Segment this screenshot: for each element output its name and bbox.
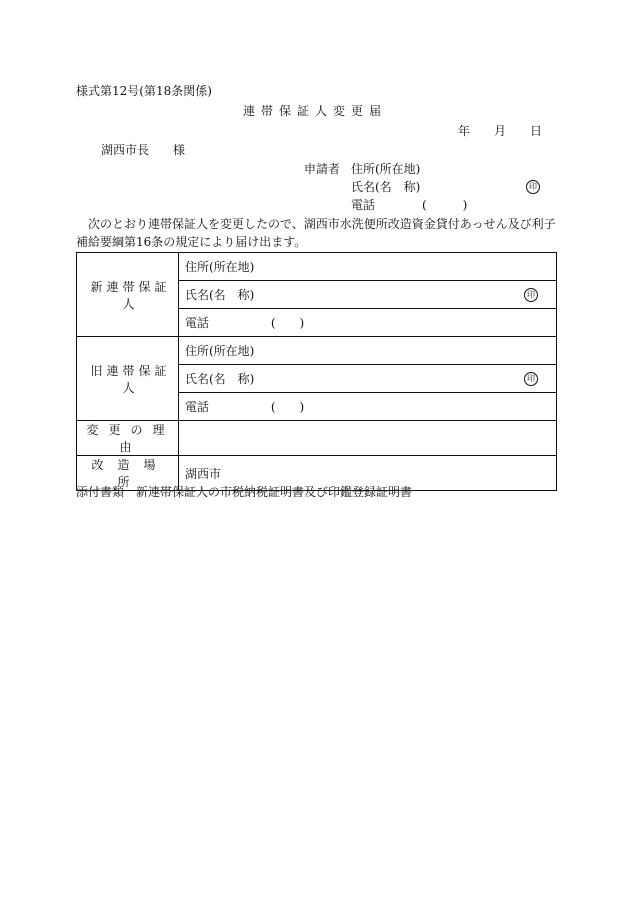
attachments-note: 添付書類 新連帯保証人の市税納税証明書及び印鑑登録証明書 xyxy=(76,485,413,499)
new-guarantor-phone-label: 電話 xyxy=(185,316,210,330)
body-text-line1: 次のとおり連帯保証人を変更したので、湖西市水洗便所改造資金貸付あっせん及び利子 xyxy=(88,217,556,231)
location-field[interactable]: 湖西市 xyxy=(179,456,557,491)
new-guarantor-phone-field[interactable] xyxy=(179,309,557,337)
new-guarantor-address-label: 住所(所在地) xyxy=(185,260,255,274)
new-guarantor-seal-icon: 印 xyxy=(524,288,538,302)
applicant-seal-icon: 印 xyxy=(526,180,540,194)
old-guarantor-address-field[interactable] xyxy=(179,337,557,365)
old-guarantor-label: 旧連帯保証人 xyxy=(77,337,179,421)
applicant-phone-label: 電話 xyxy=(351,198,376,212)
addressee: 湖西市長 様 xyxy=(101,143,186,157)
reason-label: 変更の理由 xyxy=(77,421,179,456)
old-guarantor-name-label: 氏名(名 称) xyxy=(185,372,255,386)
old-guarantor-address-label: 住所(所在地) xyxy=(185,344,255,358)
body-text-line2: 補給要綱第16条の規定により届け出ます。 xyxy=(76,235,307,249)
new-guarantor-name-field[interactable] xyxy=(179,281,557,309)
guarantor-table xyxy=(76,252,557,491)
old-guarantor-seal-icon: 印 xyxy=(524,372,538,386)
applicant-address-label: 住所(所在地) xyxy=(351,162,421,176)
applicant-phone-parens: ( ) xyxy=(422,198,468,212)
new-guarantor-label: 新連帯保証人 xyxy=(77,253,179,337)
applicant-role-label: 申請者 xyxy=(304,162,341,176)
old-guarantor-name-field[interactable] xyxy=(179,365,557,393)
form-number: 様式第12号(第18条関係) xyxy=(76,84,212,98)
old-guarantor-phone-parens: ( ) xyxy=(270,400,305,414)
form-title: 連帯保証人変更届 xyxy=(243,104,388,118)
new-guarantor-phone-parens: ( ) xyxy=(270,316,305,330)
old-guarantor-phone-label: 電話 xyxy=(185,400,210,414)
new-guarantor-name-label: 氏名(名 称) xyxy=(185,288,255,302)
location-label: 改造場所 xyxy=(77,456,179,491)
new-guarantor-address-field[interactable] xyxy=(179,253,557,281)
old-guarantor-phone-field[interactable] xyxy=(179,393,557,421)
applicant-name-label: 氏名(名 称) xyxy=(351,180,421,194)
date-line: 年 月 日 xyxy=(458,124,543,138)
reason-field[interactable] xyxy=(179,421,557,456)
